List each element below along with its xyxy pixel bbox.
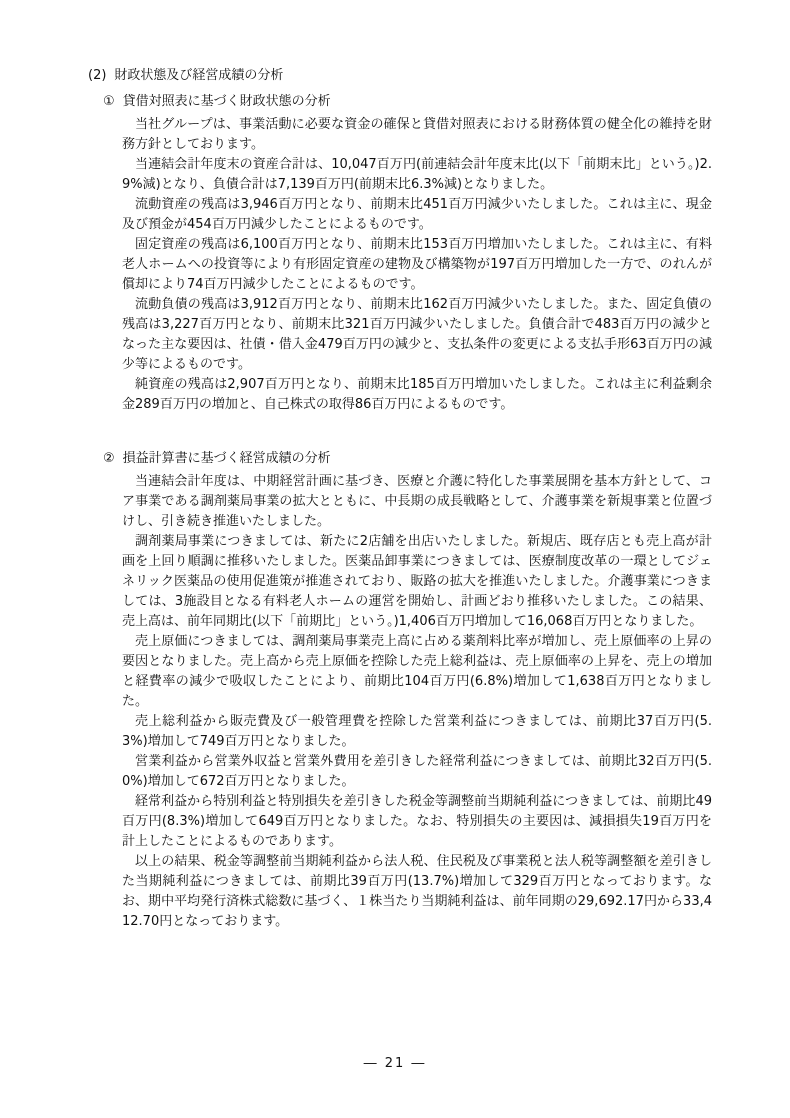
paragraph: 当連結会計年度末の資産合計は、10,047百万円(前連結会計年度末比(以下「前期末比」という。)2.9%減)となり、負債合計は7,139百万円(前期末比6.3%減)となりました。 <box>122 157 712 192</box>
paragraph: 流動負債の残高は3,912百万円となり、前期末比162百万円減少いたしました。また、固定負債の残高は3,227百万円となり、前期末比321百万円減少いたしました。負債合計で483百万円の減少となった主な要因は、社債・借入金479百万円の減少と、支払条件の変更による支払手形63百万円の減少等によるものです。 <box>122 297 712 372</box>
subsection-2-number: ② <box>103 451 115 466</box>
section-heading-number: (2) <box>88 68 107 83</box>
paragraph: 当社グループは、事業活動に必要な資金の確保と貸借対照表における財務体質の健全化の維持を財務方針としております。 <box>122 117 712 152</box>
subsection-1-number: ① <box>103 94 115 109</box>
paragraph: 売上総利益から販売費及び一般管理費を控除した営業利益につきましては、前期比37百万円(5.3%)増加して749百万円となりました。 <box>122 714 712 749</box>
paragraph: 当連結会計年度は、中期経営計画に基づき、医療と介護に特化した事業展開を基本方針として、コア事業である調剤薬局事業の拡大とともに、中長期の成長戦略として、介護事業を新規事業と位置づけし、引き続き推進いたしました。 <box>122 474 712 529</box>
paragraph: 流動資産の残高は3,946百万円となり、前期末比451百万円減少いたしました。これは主に、現金及び預金が454百万円減少したことによるものです。 <box>122 197 712 232</box>
subsection-2-body <box>122 472 712 932</box>
subsection-1-body <box>122 115 712 415</box>
paragraph: 売上原価につきましては、調剤薬局事業売上高に占める薬剤料比率が増加し、売上原価率の上昇の要因となりました。売上高から売上原価を控除した売上総利益は、売上原価率の上昇を、売上の増加と経費率の減少で吸収したことにより、前期比104百万円(6.8%)増加して1,638百万円となりました。 <box>122 634 712 709</box>
paragraph: 純資産の残高は2,907百万円となり、前期末比185百万円増加いたしました。これは主に利益剰余金289百万円の増加と、自己株式の取得86百万円によるものです。 <box>122 377 712 412</box>
subsection-1-heading <box>103 92 790 112</box>
subsection-2-title: 損益計算書に基づく経営成績の分析 <box>122 451 331 466</box>
section-heading-title: 財政状態及び経営成績の分析 <box>114 68 284 83</box>
paragraph: 経常利益から特別利益と特別損失を差引きした税金等調整前当期純利益につきましては、前期比49百万円(8.3%)増加して649百万円となりました。なお、特別損失の主要因は、減損損失19百万円を計上したことによるものであります。 <box>122 794 712 849</box>
subsection-2-heading <box>103 449 790 469</box>
paragraph: 以上の結果、税金等調整前当期純利益から法人税、住民税及び事業税と法人税等調整額を差引きした当期純利益につきましては、前期比39百万円(13.7%)増加して329百万円となっております。なお、期中平均発行済株式総数に基づく、１株当たり当期純利益は、前年同期の29,692.17円から33,412.70円となっております。 <box>122 854 712 929</box>
paragraph: 営業利益から営業外収益と営業外費用を差引きした経常利益につきましては、前期比32百万円(5.0%)増加して672百万円となりました。 <box>122 754 712 789</box>
page-footer: ― 21 ― <box>363 1056 427 1071</box>
paragraph: 固定資産の残高は6,100百万円となり、前期末比153百万円増加いたしました。これは主に、有料老人ホームへの投資等により有形固定資産の建物及び構築物が197百万円増加した一方で、のれんが償却により74百万円減少したことによるものです。 <box>122 237 712 292</box>
section-heading <box>88 66 790 86</box>
section-spacer <box>0 415 790 443</box>
subsection-1-title: 貸借対照表に基づく財政状態の分析 <box>122 94 331 109</box>
paragraph: 調剤薬局事業につきましては、新たに2店舗を出店いたしました。新規店、既存店とも売上高が計画を上回り順調に推移いたしました。医薬品卸事業につきましては、医療制度改革の一環としてジェネリック医薬品の使用促進策が推進されており、販路の拡大を推進いたしました。介護事業につきましては、3施設目となる有料老人ホームの運営を開始し、計画どおり推移いたしました。この結果、売上高は、前年同期比(以下「前期比」という。)1,406百万円増加して16,068百万円となりました。 <box>122 534 712 629</box>
